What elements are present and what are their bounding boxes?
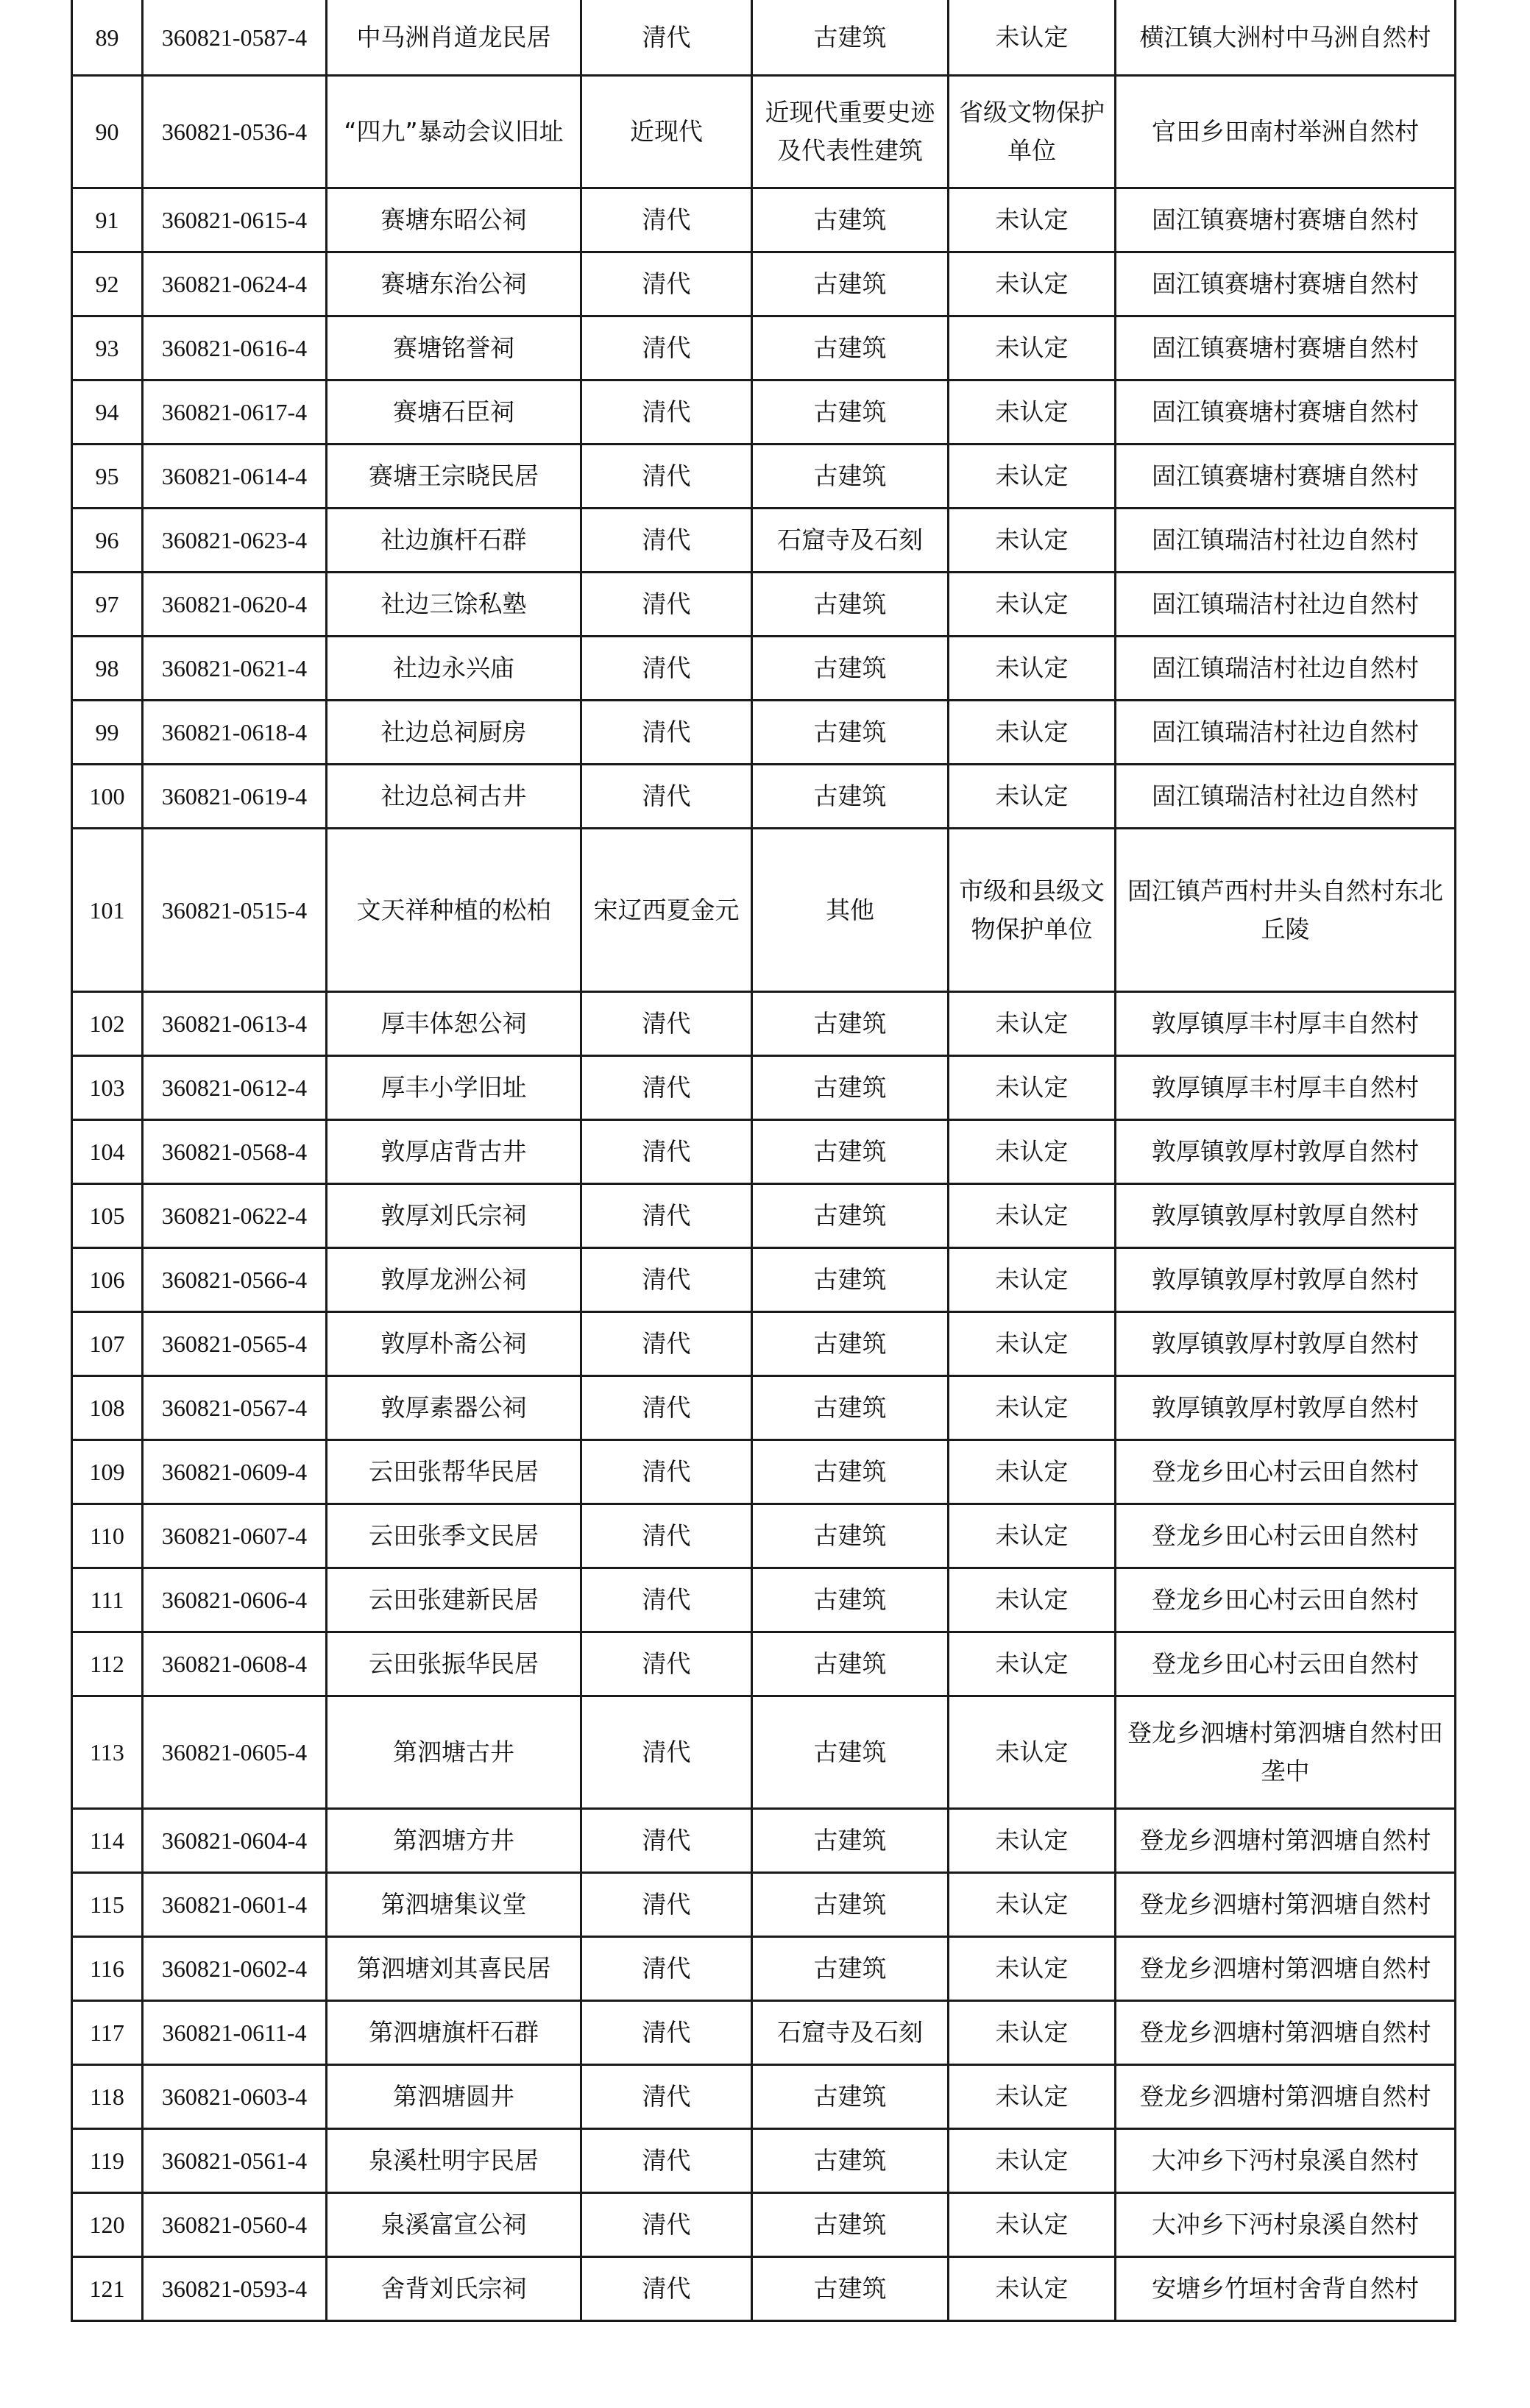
cell-location: 官田乡田南村举洲自然村 — [1116, 76, 1456, 188]
table-row — [72, 1504, 1456, 1568]
cell-no: 116 — [72, 1937, 143, 2001]
cell-level: 未认定 — [949, 2257, 1116, 2321]
cell-code: 360821-0568-4 — [143, 1120, 327, 1184]
cell-level: 未认定 — [949, 188, 1116, 252]
cell-level: 未认定 — [949, 1440, 1116, 1504]
table-row — [72, 76, 1456, 188]
table-row — [72, 1568, 1456, 1632]
cell-era: 清代 — [581, 1184, 752, 1248]
cell-era: 清代 — [581, 1056, 752, 1120]
cell-era: 清代 — [581, 2065, 752, 2129]
cell-location: 大冲乡下沔村泉溪自然村 — [1116, 2129, 1456, 2193]
table-row — [72, 573, 1456, 637]
cell-type: 古建筑 — [752, 2193, 949, 2257]
cell-code: 360821-0536-4 — [143, 76, 327, 188]
cell-code: 360821-0618-4 — [143, 701, 327, 765]
cell-era: 清代 — [581, 1376, 752, 1440]
cell-name: 社边永兴庙 — [327, 637, 581, 701]
cell-no: 115 — [72, 1873, 143, 1937]
cell-type: 古建筑 — [752, 1809, 949, 1873]
table-row — [72, 1248, 1456, 1312]
cell-location: 登龙乡泗塘村第泗塘自然村 — [1116, 2001, 1456, 2065]
table-row — [72, 637, 1456, 701]
cell-no: 118 — [72, 2065, 143, 2129]
cell-era: 清代 — [581, 1440, 752, 1504]
cell-no: 120 — [72, 2193, 143, 2257]
cell-type: 古建筑 — [752, 992, 949, 1056]
cell-level: 未认定 — [949, 1312, 1116, 1376]
cell-era: 清代 — [581, 1937, 752, 2001]
cell-era: 清代 — [581, 1568, 752, 1632]
cell-name: 赛塘铭誉祠 — [327, 316, 581, 380]
cell-era: 清代 — [581, 573, 752, 637]
cell-location: 固江镇芦西村井头自然村东北丘陵 — [1116, 829, 1456, 992]
cell-type: 古建筑 — [752, 1440, 949, 1504]
cell-type: 古建筑 — [752, 573, 949, 637]
cell-code: 360821-0567-4 — [143, 1376, 327, 1440]
cell-type: 古建筑 — [752, 1568, 949, 1632]
cell-code: 360821-0617-4 — [143, 380, 327, 445]
cell-no: 119 — [72, 2129, 143, 2193]
cell-name: 敦厚素器公祠 — [327, 1376, 581, 1440]
cell-location: 敦厚镇敦厚村敦厚自然村 — [1116, 1120, 1456, 1184]
cell-no: 91 — [72, 188, 143, 252]
cell-era: 清代 — [581, 701, 752, 765]
cell-level: 未认定 — [949, 1504, 1116, 1568]
cell-era: 清代 — [581, 1696, 752, 1809]
cell-type: 古建筑 — [752, 1184, 949, 1248]
cell-era: 清代 — [581, 2129, 752, 2193]
cell-no: 89 — [72, 0, 143, 76]
table-row — [72, 1312, 1456, 1376]
cell-type: 古建筑 — [752, 1632, 949, 1696]
cell-name: 赛塘东治公祠 — [327, 252, 581, 316]
cell-code: 360821-0566-4 — [143, 1248, 327, 1312]
cell-location: 敦厚镇厚丰村厚丰自然村 — [1116, 992, 1456, 1056]
cell-location: 登龙乡田心村云田自然村 — [1116, 1504, 1456, 1568]
cell-type: 石窟寺及石刻 — [752, 2001, 949, 2065]
cell-era: 清代 — [581, 2001, 752, 2065]
cell-code: 360821-0515-4 — [143, 829, 327, 992]
cell-code: 360821-0609-4 — [143, 1440, 327, 1504]
cell-location: 敦厚镇敦厚村敦厚自然村 — [1116, 1376, 1456, 1440]
cell-level: 未认定 — [949, 0, 1116, 76]
cell-level: 未认定 — [949, 1184, 1116, 1248]
cell-location: 大冲乡下沔村泉溪自然村 — [1116, 2193, 1456, 2257]
cell-no: 93 — [72, 316, 143, 380]
cell-code: 360821-0604-4 — [143, 1809, 327, 1873]
cell-no: 101 — [72, 829, 143, 992]
cell-name: 云田张季文民居 — [327, 1504, 581, 1568]
cell-location: 固江镇瑞洁村社边自然村 — [1116, 509, 1456, 573]
cell-location: 固江镇瑞洁村社边自然村 — [1116, 765, 1456, 829]
table-row — [72, 1632, 1456, 1696]
cell-no: 104 — [72, 1120, 143, 1184]
cell-name: 敦厚龙洲公祠 — [327, 1248, 581, 1312]
cell-type: 古建筑 — [752, 1056, 949, 1120]
cell-era: 清代 — [581, 0, 752, 76]
cell-level: 未认定 — [949, 1120, 1116, 1184]
cell-name: 泉溪富宣公祠 — [327, 2193, 581, 2257]
cell-level: 市级和县级文物保护单位 — [949, 829, 1116, 992]
table-row — [72, 0, 1456, 76]
cell-location: 固江镇赛塘村赛塘自然村 — [1116, 316, 1456, 380]
cell-type: 古建筑 — [752, 2129, 949, 2193]
cell-location: 登龙乡田心村云田自然村 — [1116, 1632, 1456, 1696]
cell-code: 360821-0622-4 — [143, 1184, 327, 1248]
cell-code: 360821-0615-4 — [143, 188, 327, 252]
cell-level: 未认定 — [949, 1937, 1116, 2001]
cell-no: 92 — [72, 252, 143, 316]
cell-name: 厚丰小学旧址 — [327, 1056, 581, 1120]
cell-code: 360821-0624-4 — [143, 252, 327, 316]
cell-location: 敦厚镇敦厚村敦厚自然村 — [1116, 1248, 1456, 1312]
cell-level: 未认定 — [949, 316, 1116, 380]
cell-no: 94 — [72, 380, 143, 445]
table-row — [72, 252, 1456, 316]
cell-code: 360821-0619-4 — [143, 765, 327, 829]
cell-type: 古建筑 — [752, 1504, 949, 1568]
cell-type: 古建筑 — [752, 1937, 949, 2001]
cell-no: 114 — [72, 1809, 143, 1873]
cell-no: 105 — [72, 1184, 143, 1248]
cell-era: 清代 — [581, 188, 752, 252]
cell-code: 360821-0608-4 — [143, 1632, 327, 1696]
cell-location: 固江镇瑞洁村社边自然村 — [1116, 637, 1456, 701]
cell-location: 固江镇赛塘村赛塘自然村 — [1116, 188, 1456, 252]
cell-code: 360821-0616-4 — [143, 316, 327, 380]
cell-location: 固江镇赛塘村赛塘自然村 — [1116, 252, 1456, 316]
table-row — [72, 2193, 1456, 2257]
table-row — [72, 316, 1456, 380]
cell-location: 敦厚镇敦厚村敦厚自然村 — [1116, 1312, 1456, 1376]
cell-no: 95 — [72, 445, 143, 509]
cell-no: 121 — [72, 2257, 143, 2321]
cell-level: 未认定 — [949, 637, 1116, 701]
cell-no: 112 — [72, 1632, 143, 1696]
cell-level: 未认定 — [949, 1376, 1116, 1440]
table-row — [72, 2065, 1456, 2129]
cell-era: 清代 — [581, 1632, 752, 1696]
cell-code: 360821-0565-4 — [143, 1312, 327, 1376]
cell-name: “四九”暴动会议旧址 — [327, 76, 581, 188]
cell-level: 未认定 — [949, 2001, 1116, 2065]
cell-era: 清代 — [581, 1248, 752, 1312]
cell-code: 360821-0611-4 — [143, 2001, 327, 2065]
cell-location: 固江镇赛塘村赛塘自然村 — [1116, 380, 1456, 445]
cell-type: 近现代重要史迹及代表性建筑 — [752, 76, 949, 188]
cell-name: 社边总祠古井 — [327, 765, 581, 829]
table-row — [72, 1696, 1456, 1809]
table-body — [72, 0, 1456, 2321]
cell-name: 赛塘王宗晓民居 — [327, 445, 581, 509]
cell-type: 古建筑 — [752, 701, 949, 765]
cell-code: 360821-0602-4 — [143, 1937, 327, 2001]
cell-era: 清代 — [581, 316, 752, 380]
cell-location: 登龙乡田心村云田自然村 — [1116, 1440, 1456, 1504]
cell-name: 敦厚朴斋公祠 — [327, 1312, 581, 1376]
cell-era: 清代 — [581, 252, 752, 316]
cell-name: 社边旗杆石群 — [327, 509, 581, 573]
cell-level: 省级文物保护单位 — [949, 76, 1116, 188]
cell-location: 安塘乡竹垣村舍背自然村 — [1116, 2257, 1456, 2321]
cell-era: 清代 — [581, 637, 752, 701]
cell-type: 古建筑 — [752, 1312, 949, 1376]
table-row — [72, 1873, 1456, 1937]
cell-level: 未认定 — [949, 252, 1116, 316]
cell-era: 清代 — [581, 765, 752, 829]
cell-code: 360821-0593-4 — [143, 2257, 327, 2321]
cell-level: 未认定 — [949, 1873, 1116, 1937]
table-row — [72, 765, 1456, 829]
cell-location: 登龙乡田心村云田自然村 — [1116, 1568, 1456, 1632]
cell-name: 泉溪杜明宇民居 — [327, 2129, 581, 2193]
table-row — [72, 380, 1456, 445]
cell-type: 古建筑 — [752, 1696, 949, 1809]
cell-level: 未认定 — [949, 380, 1116, 445]
cell-no: 117 — [72, 2001, 143, 2065]
cell-no: 108 — [72, 1376, 143, 1440]
cell-type: 古建筑 — [752, 252, 949, 316]
cell-era: 近现代 — [581, 76, 752, 188]
cell-name: 云田张建新民居 — [327, 1568, 581, 1632]
cell-level: 未认定 — [949, 1809, 1116, 1873]
cell-level: 未认定 — [949, 765, 1116, 829]
cell-no: 98 — [72, 637, 143, 701]
cell-no: 109 — [72, 1440, 143, 1504]
cell-era: 清代 — [581, 380, 752, 445]
cell-location: 固江镇瑞洁村社边自然村 — [1116, 573, 1456, 637]
cell-no: 106 — [72, 1248, 143, 1312]
cell-level: 未认定 — [949, 509, 1116, 573]
cell-type: 古建筑 — [752, 2257, 949, 2321]
cell-no: 102 — [72, 992, 143, 1056]
cell-type: 其他 — [752, 829, 949, 992]
cell-code: 360821-0623-4 — [143, 509, 327, 573]
cell-code: 360821-0620-4 — [143, 573, 327, 637]
cell-location: 固江镇赛塘村赛塘自然村 — [1116, 445, 1456, 509]
table-row — [72, 1376, 1456, 1440]
cell-code: 360821-0605-4 — [143, 1696, 327, 1809]
cell-no: 100 — [72, 765, 143, 829]
cell-code: 360821-0560-4 — [143, 2193, 327, 2257]
cell-type: 古建筑 — [752, 445, 949, 509]
cell-type: 石窟寺及石刻 — [752, 509, 949, 573]
cell-no: 97 — [72, 573, 143, 637]
heritage-sites-table — [71, 0, 1456, 2322]
cell-no: 111 — [72, 1568, 143, 1632]
cell-name: 赛塘东昭公祠 — [327, 188, 581, 252]
cell-era: 清代 — [581, 1504, 752, 1568]
table-row — [72, 445, 1456, 509]
table-row — [72, 1937, 1456, 2001]
cell-type: 古建筑 — [752, 1120, 949, 1184]
cell-location: 登龙乡泗塘村第泗塘自然村田垄中 — [1116, 1696, 1456, 1809]
table-row — [72, 188, 1456, 252]
cell-location: 登龙乡泗塘村第泗塘自然村 — [1116, 2065, 1456, 2129]
table-row — [72, 701, 1456, 765]
cell-code: 360821-0606-4 — [143, 1568, 327, 1632]
cell-name: 敦厚刘氏宗祠 — [327, 1184, 581, 1248]
cell-name: 社边三馀私塾 — [327, 573, 581, 637]
table-row — [72, 1056, 1456, 1120]
cell-era: 清代 — [581, 1873, 752, 1937]
cell-location: 横江镇大洲村中马洲自然村 — [1116, 0, 1456, 76]
cell-location: 敦厚镇敦厚村敦厚自然村 — [1116, 1184, 1456, 1248]
cell-no: 103 — [72, 1056, 143, 1120]
cell-era: 清代 — [581, 2193, 752, 2257]
cell-code: 360821-0614-4 — [143, 445, 327, 509]
cell-code: 360821-0561-4 — [143, 2129, 327, 2193]
table-row — [72, 1120, 1456, 1184]
cell-type: 古建筑 — [752, 380, 949, 445]
cell-era: 清代 — [581, 1809, 752, 1873]
cell-location: 固江镇瑞洁村社边自然村 — [1116, 701, 1456, 765]
cell-type: 古建筑 — [752, 637, 949, 701]
cell-name: 第泗塘集议堂 — [327, 1873, 581, 1937]
cell-type: 古建筑 — [752, 765, 949, 829]
table-row — [72, 2129, 1456, 2193]
cell-no: 90 — [72, 76, 143, 188]
cell-level: 未认定 — [949, 992, 1116, 1056]
cell-name: 舍背刘氏宗祠 — [327, 2257, 581, 2321]
cell-level: 未认定 — [949, 1056, 1116, 1120]
cell-location: 登龙乡泗塘村第泗塘自然村 — [1116, 1809, 1456, 1873]
cell-name: 云田张帮华民居 — [327, 1440, 581, 1504]
cell-level: 未认定 — [949, 2065, 1116, 2129]
cell-type: 古建筑 — [752, 1376, 949, 1440]
cell-level: 未认定 — [949, 445, 1116, 509]
cell-name: 云田张振华民居 — [327, 1632, 581, 1696]
cell-level: 未认定 — [949, 2193, 1116, 2257]
cell-location: 登龙乡泗塘村第泗塘自然村 — [1116, 1873, 1456, 1937]
cell-location: 登龙乡泗塘村第泗塘自然村 — [1116, 1937, 1456, 2001]
cell-era: 清代 — [581, 509, 752, 573]
cell-code: 360821-0621-4 — [143, 637, 327, 701]
table-row — [72, 1184, 1456, 1248]
cell-type: 古建筑 — [752, 0, 949, 76]
cell-name: 第泗塘古井 — [327, 1696, 581, 1809]
cell-era: 清代 — [581, 992, 752, 1056]
table-row — [72, 992, 1456, 1056]
cell-type: 古建筑 — [752, 188, 949, 252]
table-row — [72, 1809, 1456, 1873]
cell-era: 清代 — [581, 445, 752, 509]
cell-code: 360821-0601-4 — [143, 1873, 327, 1937]
cell-no: 113 — [72, 1696, 143, 1809]
table-row — [72, 2001, 1456, 2065]
cell-type: 古建筑 — [752, 1248, 949, 1312]
document-page — [71, 0, 1454, 2322]
cell-level: 未认定 — [949, 1248, 1116, 1312]
cell-name: 中马洲肖道龙民居 — [327, 0, 581, 76]
table-row — [72, 1440, 1456, 1504]
cell-name: 第泗塘圆井 — [327, 2065, 581, 2129]
table-row — [72, 829, 1456, 992]
cell-type: 古建筑 — [752, 2065, 949, 2129]
cell-name: 敦厚店背古井 — [327, 1120, 581, 1184]
cell-level: 未认定 — [949, 1632, 1116, 1696]
cell-code: 360821-0587-4 — [143, 0, 327, 76]
cell-code: 360821-0603-4 — [143, 2065, 327, 2129]
cell-level: 未认定 — [949, 701, 1116, 765]
cell-code: 360821-0613-4 — [143, 992, 327, 1056]
cell-code: 360821-0612-4 — [143, 1056, 327, 1120]
table-row — [72, 2257, 1456, 2321]
cell-code: 360821-0607-4 — [143, 1504, 327, 1568]
cell-no: 107 — [72, 1312, 143, 1376]
cell-level: 未认定 — [949, 2129, 1116, 2193]
cell-location: 敦厚镇厚丰村厚丰自然村 — [1116, 1056, 1456, 1120]
cell-name: 文天祥种植的松柏 — [327, 829, 581, 992]
cell-no: 110 — [72, 1504, 143, 1568]
cell-name: 厚丰体恕公祠 — [327, 992, 581, 1056]
cell-type: 古建筑 — [752, 316, 949, 380]
cell-name: 社边总祠厨房 — [327, 701, 581, 765]
cell-name: 第泗塘方井 — [327, 1809, 581, 1873]
table-row — [72, 509, 1456, 573]
cell-level: 未认定 — [949, 573, 1116, 637]
cell-era: 清代 — [581, 1120, 752, 1184]
cell-era: 清代 — [581, 1312, 752, 1376]
cell-era: 宋辽西夏金元 — [581, 829, 752, 992]
cell-no: 96 — [72, 509, 143, 573]
cell-name: 第泗塘旗杆石群 — [327, 2001, 581, 2065]
cell-type: 古建筑 — [752, 1873, 949, 1937]
cell-level: 未认定 — [949, 1568, 1116, 1632]
cell-name: 第泗塘刘其喜民居 — [327, 1937, 581, 2001]
cell-name: 赛塘石臣祠 — [327, 380, 581, 445]
cell-no: 99 — [72, 701, 143, 765]
cell-level: 未认定 — [949, 1696, 1116, 1809]
cell-era: 清代 — [581, 2257, 752, 2321]
